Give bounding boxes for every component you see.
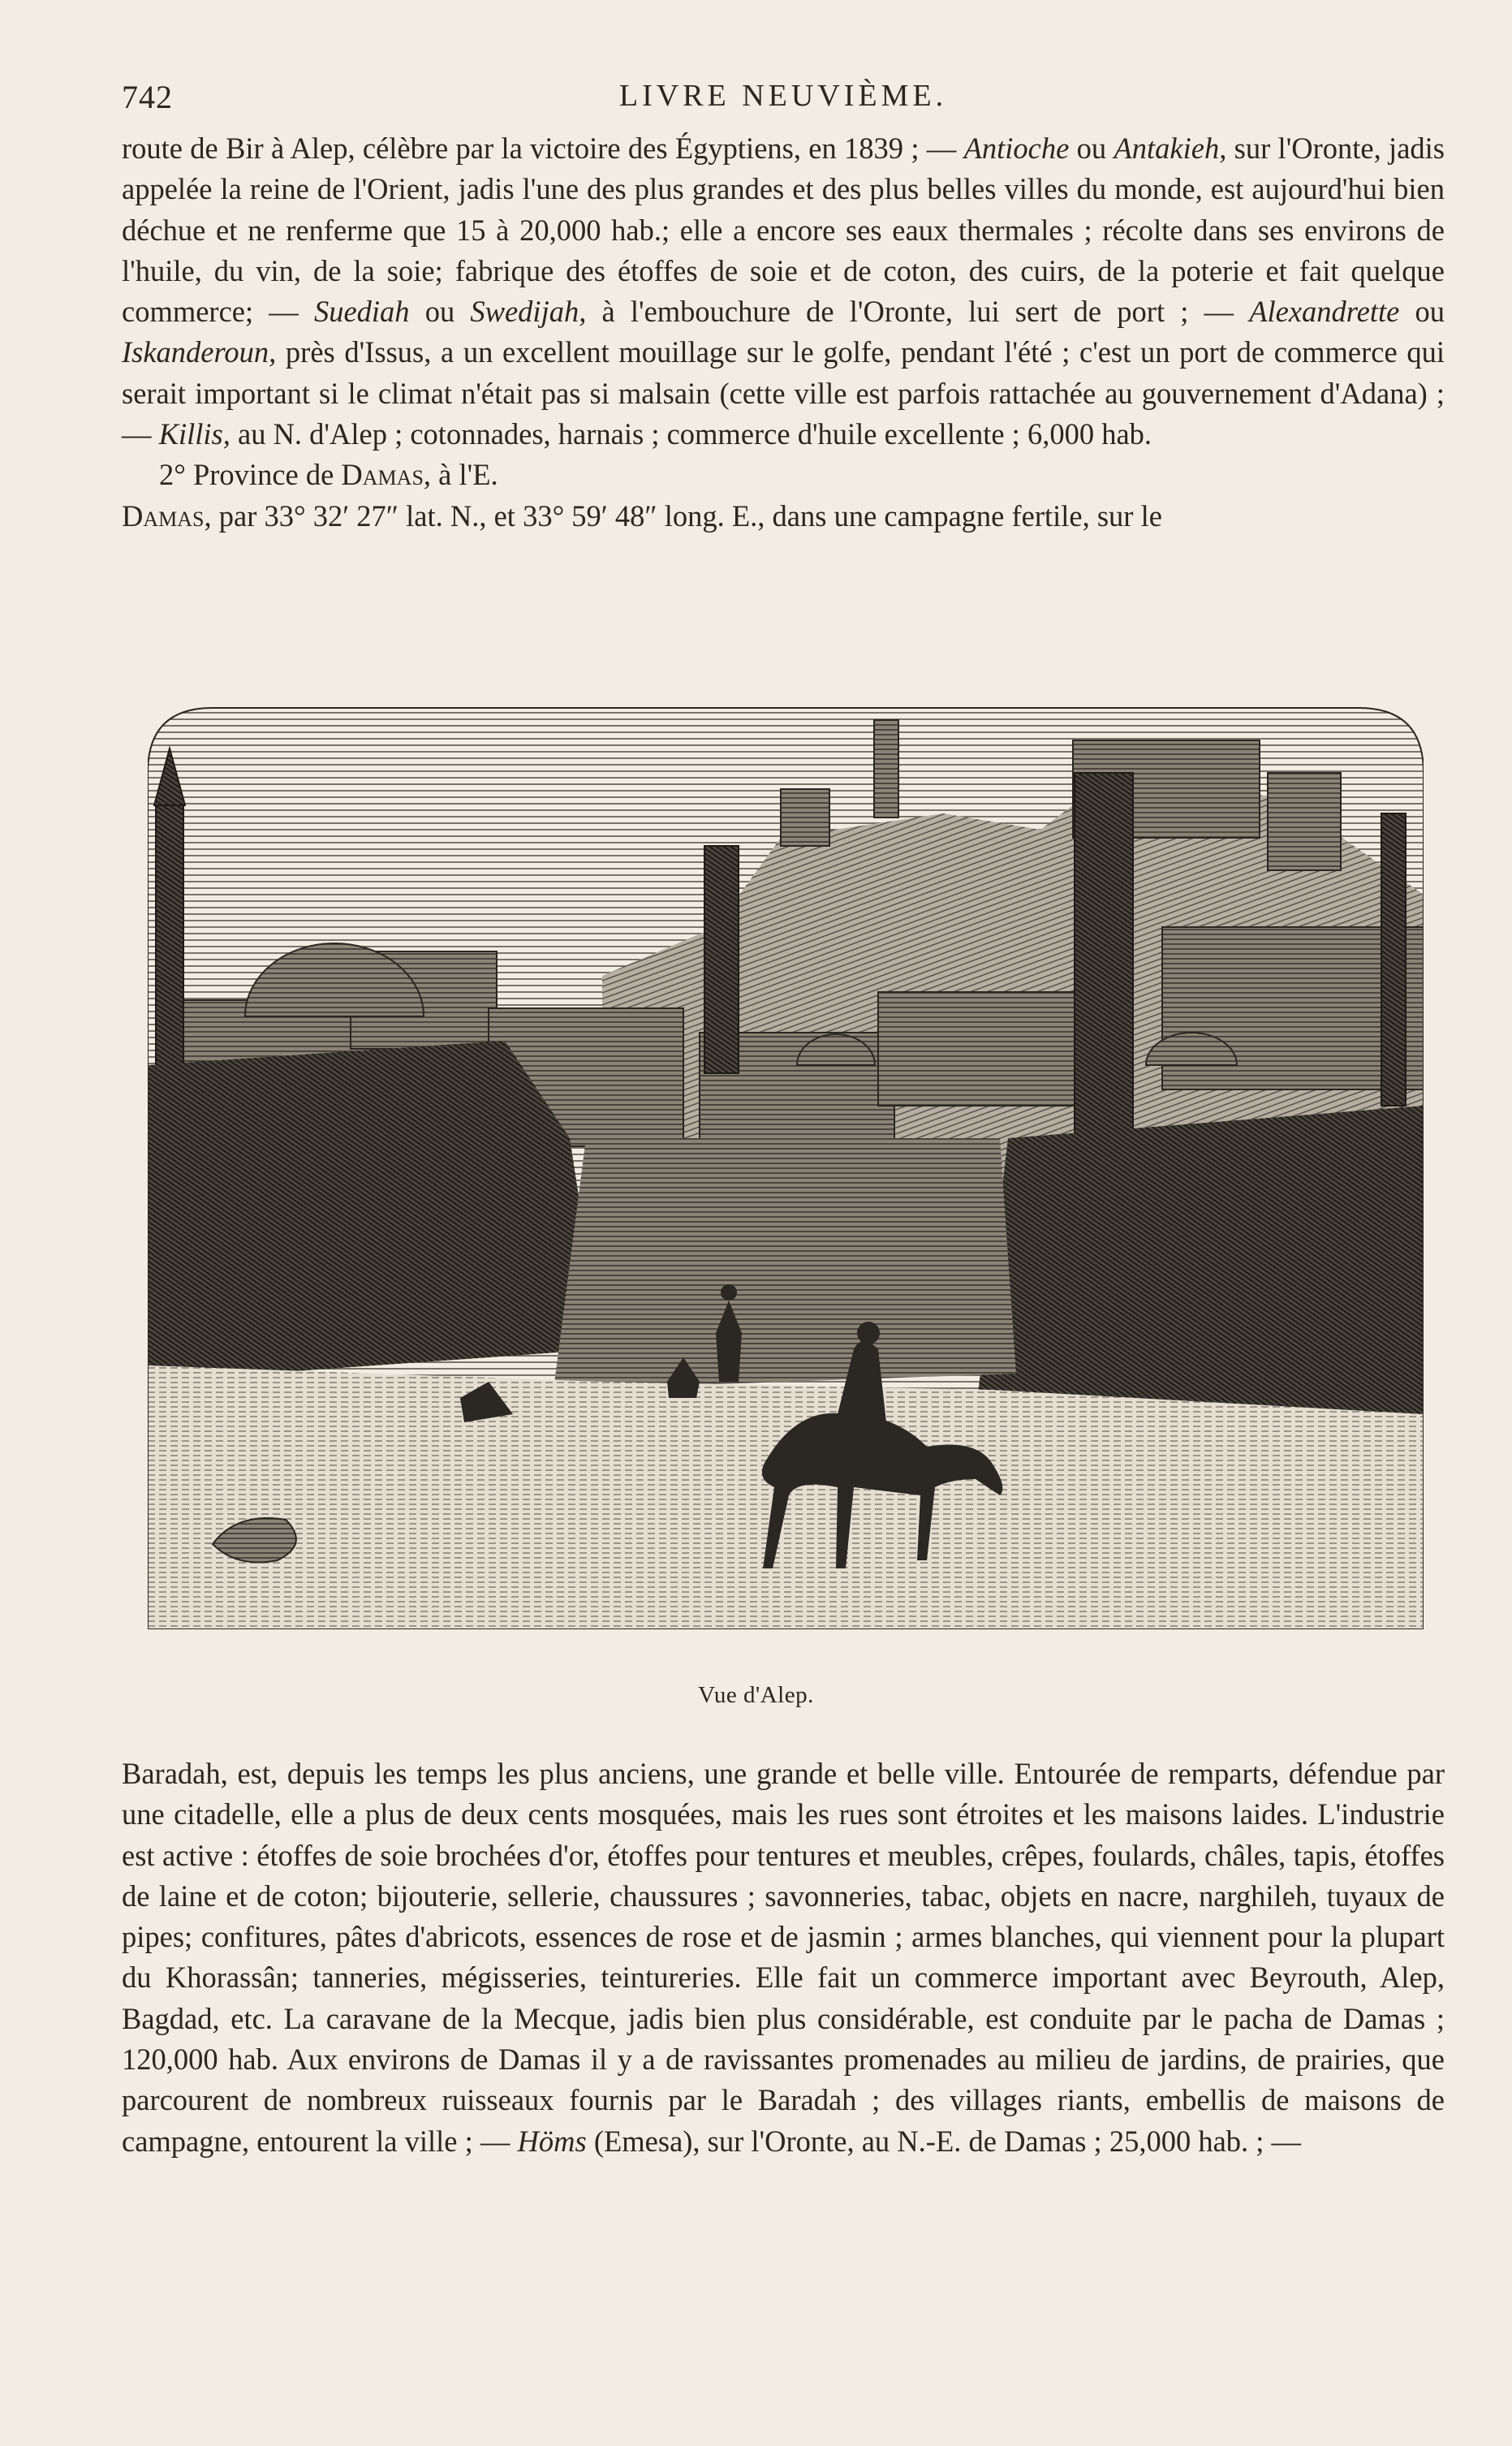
place-name: Antioche	[963, 132, 1070, 165]
place-name: Alexandrette	[1249, 295, 1400, 329]
place-name: Killis,	[158, 417, 230, 451]
ruined-wall-right	[976, 1106, 1424, 1430]
page-number: 742	[122, 79, 173, 115]
place-name: Iskanderoun,	[122, 335, 277, 369]
book-title: LIVRE NEUVIÈME.	[618, 79, 948, 113]
figure-caption: Vue d'Alep.	[698, 1682, 814, 1708]
place-name: Höms	[517, 2124, 587, 2158]
paragraph-damas-description: Baradah, est, depuis les temps les plus anciens, une grande et belle ville. Entourée de remparts, défendue par une citadelle, elle a plus de deux cents mosquées, mais les rues sont étroites et les maisons laides. L'industrie est active : étoffes de soie brochées d'or, étoffes pour tentures et meubles, crêpes, foulards, châles, tapis, étoffes de laine et de coton; bijouterie, sellerie, chaussures ; savonneries, tabac, objets en nacre, narghileh, tuyaux de pipes; confitures, pâtes d'abricots, essences de rose et de jasmin ; armes blanches, qui viennent pour la plupart du Khorassân; tanneries, mégisseries, teintureries. Elle fait un commerce important avec Beyrouth, Alep, Bagdad, etc. La caravane de la Mecque, jadis bien plus considérable, est conduite par le pacha de Damas ; 120,000 hab. Aux environs de Damas il y a de ravissantes promenades au milieu de jardins, de prairies, que parcourent de nombreux ruisseaux fournis par le Baradah ; des villages riants, embellis de maisons de campagne, entourent la ville ; — Höms (Emesa), sur l'Oronte, au N.-E. de Damas ; 25,000 hab. ; —	[122, 1757, 1445, 2158]
paragraph-province-heading: 2° Province de Damas, à l'E.	[159, 458, 498, 492]
body-text-top	[122, 128, 1445, 537]
engraving-vue-alep	[148, 684, 1424, 1629]
running-header	[122, 78, 1445, 127]
stone-terrace	[554, 1138, 1016, 1390]
body-text-bottom	[122, 1754, 1445, 2162]
place-name: Swedijah,	[470, 295, 587, 329]
paragraph-antioch: route de Bir à Alep, célèbre par la victoire des Égyptiens, en 1839 ; — Antioche ou Antakieh, sur l'Oronte, jadis appelée la reine de l'Orient, jadis l'une des plus grandes et des plus belles villes du monde, est aujourd'hui bien déchue et ne renferme que 15 à 20,000 hab.; elle a encore ses eaux thermales ; récolte dans ses environs de l'huile, du vin, de la soie; fabrique des étoffes de soie et de coton, des cuirs, de la poterie et fait quelque commerce; — Suediah ou Swedijah, à l'embouchure de l'Oronte, lui sert de port ; — Alexandrette ou Iskanderoun, près d'Issus, a un excellent mouillage sur le golfe, pendant l'été ; c'est un port de commerce qui serait important si le climat n'était pas si malsain (cette ville est parfois rattachée au gouvernement d'Adana) ; — Killis, au N. d'Alep ; cotonnades, harnais ; commerce d'huile excellente ; 6,000 hab.	[122, 132, 1445, 451]
ruined-wall-left	[148, 1041, 602, 1382]
engraving-scene	[148, 684, 1424, 1629]
place-name: Antakieh,	[1114, 132, 1227, 165]
place-name: Suediah	[313, 295, 410, 329]
paragraph-damas-intro: Damas, par 33° 32′ 27″ lat. N., et 33° 59′ 48″ long. E., dans une campagne fertile, sur le	[122, 498, 1162, 533]
